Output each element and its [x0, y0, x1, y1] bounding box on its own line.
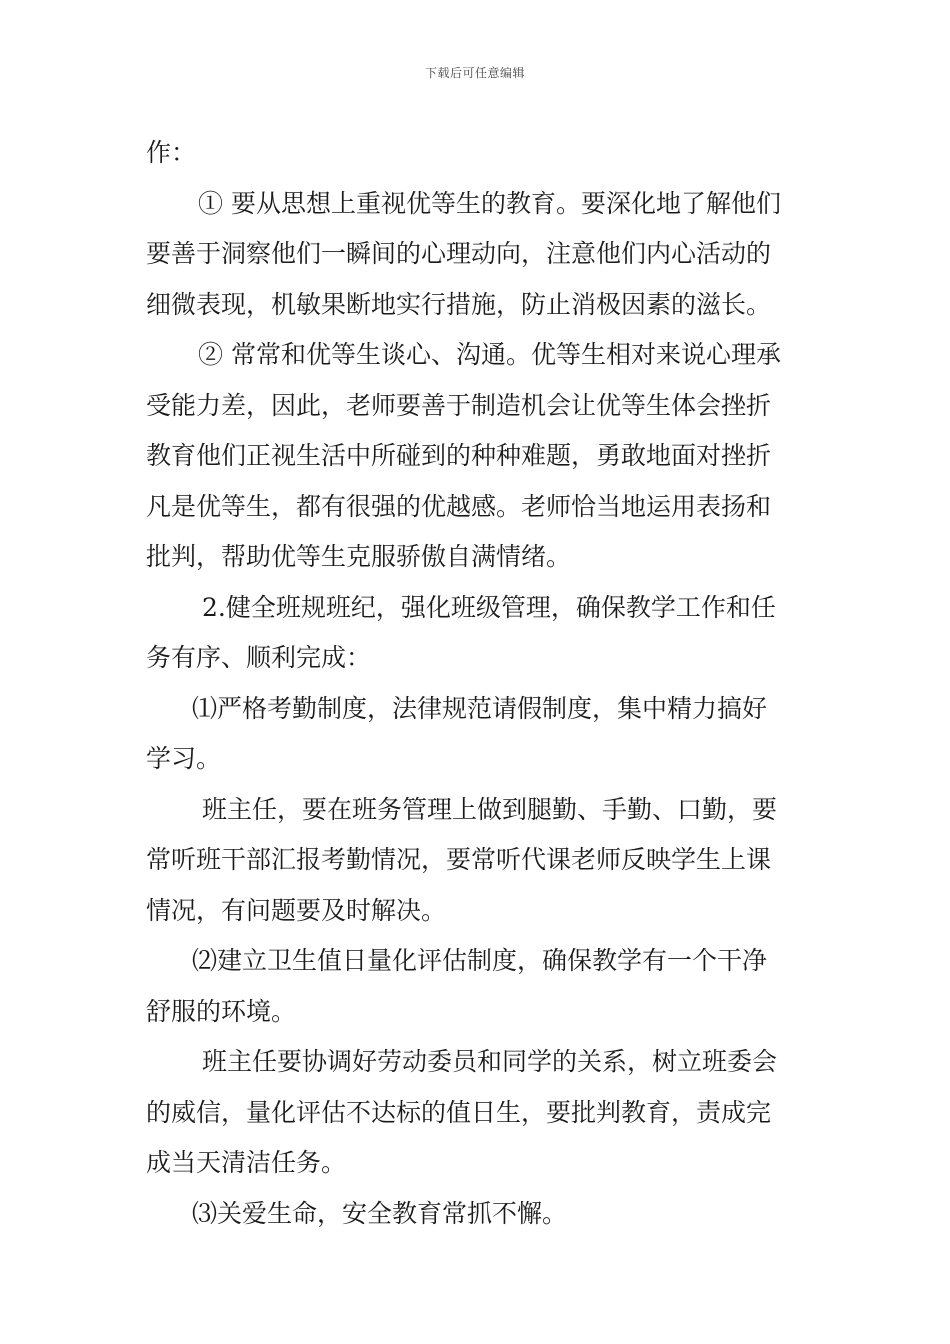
text-line: ⑴严格考勤制度，法律规范请假制度，集中精力搞好: [192, 693, 768, 723]
document-body: [146, 128, 816, 1239]
page-header: 下载后可任意编辑: [424, 66, 525, 80]
text-line: 批判，帮助优等生克服骄傲自满情绪。: [146, 542, 572, 571]
text-line: ⑵建立卫生值日量化评估制度，确保教学有一个干净: [192, 946, 768, 975]
text-line: 情况，有问题要及时解决。: [146, 895, 447, 925]
text-line: 作：: [146, 138, 197, 167]
text-line: ① 要从思想上重视优等生的教育。要深化地了解他们: [198, 188, 781, 218]
text-line: ⑶关爱生命，安全教育常抓不懈。: [192, 1198, 568, 1228]
text-line: 的威信，量化评估不达标的值日生，要批判教育，责成完: [146, 1097, 772, 1127]
text-line: 2.健全班规班纪，强化班级管理，确保教学工作和任: [202, 592, 776, 622]
text-line: 班主任，要在班务管理上做到腿勤、手勤、口勤，要: [202, 794, 778, 824]
text-line: 舒服的环境。: [146, 996, 297, 1026]
text-line: 班主任要协调好劳动委员和同学的关系，树立班委会: [202, 1047, 778, 1076]
text-line: 细微表现，机敏果断地实行措施，防止消极因素的滋长。: [146, 289, 772, 319]
text-line: ② 常常和优等生谈心、沟通。优等生相对来说心理承: [198, 340, 781, 369]
text-line: 教育他们正视生活中所碰到的种种难题，勇敢地面对挫折: [146, 441, 772, 470]
text-line: 要善于洞察他们一瞬间的心理动向，注意他们内心活动的: [146, 239, 772, 268]
text-line: 受能力差，因此，老师要善于制造机会让优等生体会挫折: [146, 390, 772, 420]
text-line: 务有序、顺利完成：: [146, 643, 372, 672]
text-line: 凡是优等生，都有很强的优越感。老师恰当地运用表扬和: [146, 491, 772, 521]
text-line: 成当天清洁任务。: [146, 1148, 347, 1177]
text-line: 学习。: [146, 744, 222, 773]
text-line: 常听班干部汇报考勤情况，要常听代课老师反映学生上课: [146, 845, 772, 874]
